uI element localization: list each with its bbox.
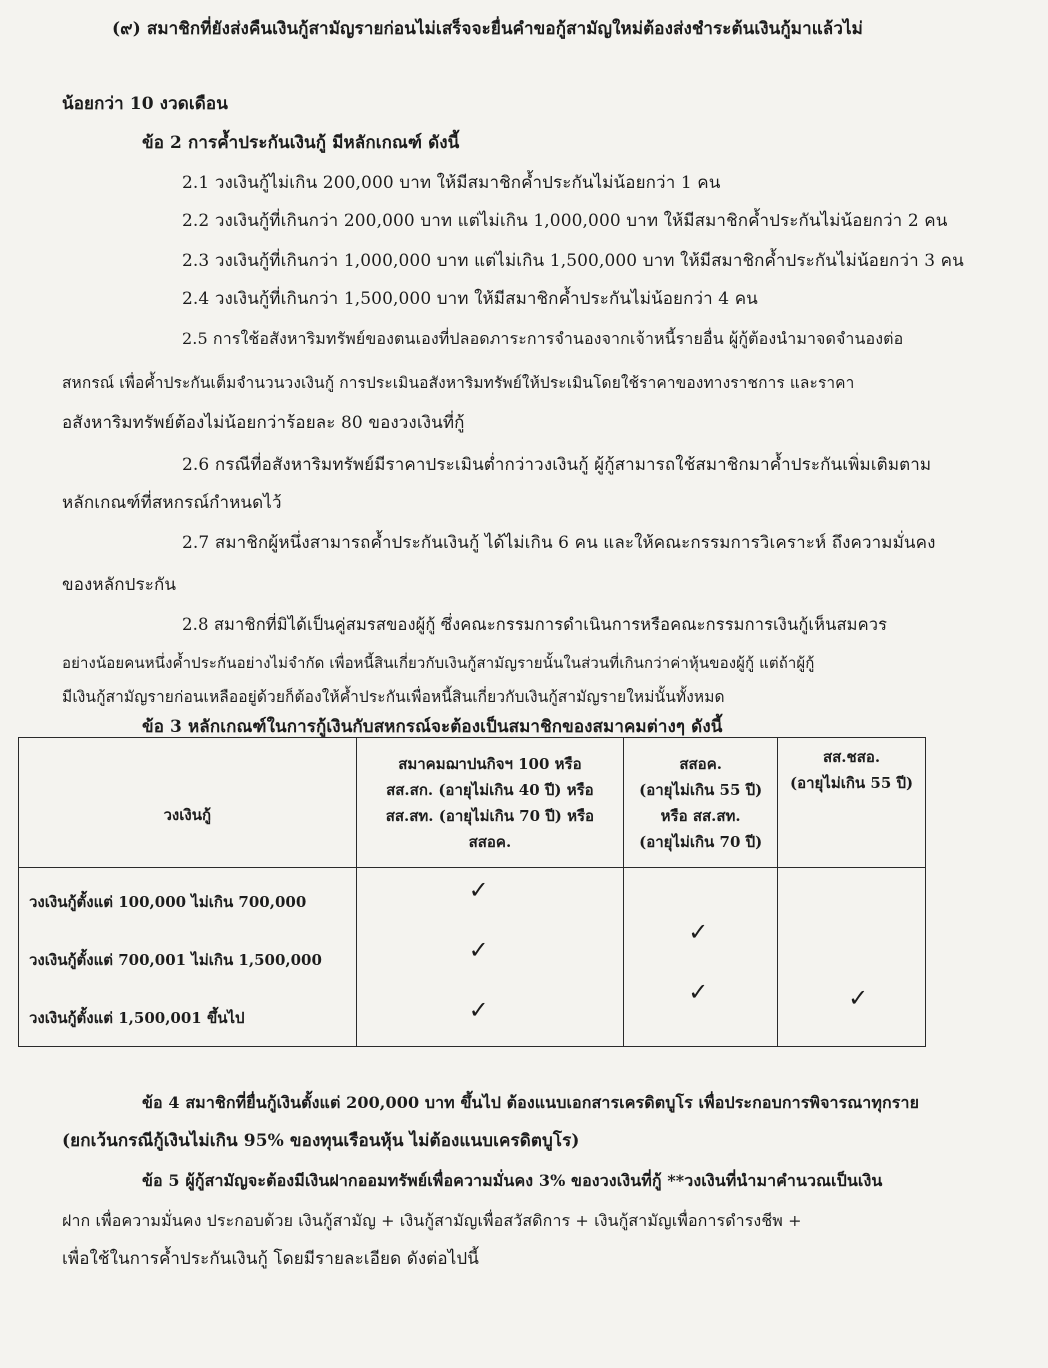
clause-2-item-8-line-3: มีเงินกู้สามัญรายก่อนเหลืออยู่ด้วยก็ต้องให้ค้ำประกันเพื่อหนี้สินเกี่ยวกับเงินกู้สามัญรายใหม่นั้นทั้งหมด: [62, 688, 725, 706]
check-icon: ✓: [468, 996, 489, 1024]
clause-3-heading: ข้อ 3 หลักเกณฑ์ในการกู้เงินกับสหกรณ์จะต้องเป็นสมาชิกของสมาคมต่างๆ ดังนี้: [142, 717, 723, 737]
clause-2-item-3: 2.3 วงเงินกู้ที่เกินกว่า 1,000,000 บาท แต่ไม่เกิน 1,500,000 บาท ให้มีสมาชิกค้ำประกันไม่น้อยกว่า 3 คน: [182, 251, 964, 271]
clause-2-item-7-line-1: 2.7 สมาชิกผู้หนึ่งสามารถค้ำประกันเงินกู้ ได้ไม่เกิน 6 คน และให้คณะกรรมการวิเคราะห์ ถึงความมั่นคง: [182, 533, 936, 553]
loan-amount-cell: [19, 868, 357, 1047]
header-column-a-line: สสอค.: [468, 832, 512, 851]
header-column-a: [356, 738, 624, 868]
clause-2-heading: ข้อ 2 การค้ำประกันเงินกู้ มีหลักเกณฑ์ ดังนี้: [142, 133, 460, 153]
header-column-b-line: หรือ สส.สท.: [660, 806, 741, 825]
row-label-2: วงเงินกู้ตั้งแต่ 700,001 ไม่เกิน 1,500,000: [29, 951, 322, 969]
header-column-c-line: (อายุไม่เกิน 55 ปี): [789, 774, 914, 792]
paragraph-9-line-2: น้อยกว่า 10 งวดเดือน: [62, 94, 228, 114]
column-c-cell: [778, 868, 926, 1047]
row-label-1: วงเงินกู้ตั้งแต่ 100,000 ไม่เกิน 700,000: [29, 893, 307, 911]
header-column-b-line: (อายุไม่เกิน 55 ปี): [639, 780, 763, 799]
check-icon: ✓: [468, 936, 489, 964]
row-label-3: วงเงินกู้ตั้งแต่ 1,500,001 ขึ้นไป: [29, 1009, 245, 1027]
clause-2-item-6-line-2: หลักเกณฑ์ที่สหกรณ์กำหนดไว้: [62, 493, 282, 513]
header-column-b-line: (อายุไม่เกิน 70 ปี): [639, 832, 763, 851]
table-header-row: [19, 738, 926, 868]
header-column-a-line: สมาคมฌาปนกิจฯ 100 หรือ: [398, 754, 582, 773]
loan-membership-table: [18, 737, 926, 1047]
header-loan-amount: วงเงินกู้: [19, 738, 357, 868]
clause-2-item-7-line-2: ของหลักประกัน: [62, 575, 177, 595]
header-column-b: [624, 738, 778, 868]
header-column-b-line: สสอค.: [679, 754, 722, 773]
clause-2-item-6-line-1: 2.6 กรณีที่อสังหาริมทรัพย์มีราคาประเมินต่ำกว่าวงเงินกู้ ผู้กู้สามารถใช้สมาชิกมาค้ำประกันเพิ่มเติมตาม: [182, 455, 932, 475]
clause-2-item-1: 2.1 วงเงินกู้ไม่เกิน 200,000 บาท ให้มีสมาชิกค้ำประกันไม่น้อยกว่า 1 คน: [182, 173, 721, 193]
clause-2-item-8-line-2: อย่างน้อยคนหนึ่งค้ำประกันอย่างไม่จำกัด เพื่อหนี้สินเกี่ยวกับเงินกู้สามัญรายนั้นในส่วนที่เกินกว่าค่าหุ้นของผู้กู้ แต่ถ้าผู้กู้: [62, 654, 815, 672]
clause-4-line-1: ข้อ 4 สมาชิกที่ยื่นกู้เงินตั้งแต่ 200,000 บาท ขึ้นไป ต้องแนบเอกสารเครดิตบูโร เพื่อประกอบการพิจารณาทุกราย: [142, 1093, 920, 1112]
header-column-a-line: สส.สก. (อายุไม่เกิน 40 ปี) หรือ: [386, 780, 594, 799]
table-body-row: [19, 868, 926, 1047]
clause-5-line-3: เพื่อใช้ในการค้ำประกันเงินกู้ โดยมีรายละเอียด ดังต่อไปนี้: [62, 1249, 479, 1269]
check-icon: ✓: [688, 978, 709, 1006]
clause-5-line-1: ข้อ 5 ผู้กู้สามัญจะต้องมีเงินฝากออมทรัพย์เพื่อความมั่นคง 3% ของวงเงินที่กู้ **วงเงินที่นำมาคำนวณเป็นเงิน: [142, 1171, 883, 1190]
clause-2-item-2: 2.2 วงเงินกู้ที่เกินกว่า 200,000 บาท แต่ไม่เกิน 1,000,000 บาท ให้มีสมาชิกค้ำประกันไม่น้อยกว่า 2 คน: [182, 211, 948, 231]
column-b-cell: [624, 868, 778, 1047]
clause-5-line-2: ฝาก เพื่อความมั่นคง ประกอบด้วย เงินกู้สามัญ + เงินกู้สามัญเพื่อสวัสดิการ + เงินกู้สามัญเพื่อการดำรงชีพ +: [62, 1211, 802, 1230]
check-icon: ✓: [688, 918, 709, 946]
check-icon: ✓: [848, 984, 869, 1012]
header-column-a-line: สส.สท. (อายุไม่เกิน 70 ปี) หรือ: [385, 806, 595, 825]
clause-2-item-5-line-2: สหกรณ์ เพื่อค้ำประกันเต็มจำนวนวงเงินกู้ การประเมินอสังหาริมทรัพย์ให้ประเมินโดยใช้ราคาของทางราชการ และราคา: [62, 374, 855, 392]
column-a-cell: [356, 868, 624, 1047]
clause-2-item-5-line-3: อสังหาริมทรัพย์ต้องไม่น้อยกว่าร้อยละ 80 ของวงเงินที่กู้: [62, 413, 465, 433]
header-column-c-line: สส.ชสอ.: [822, 748, 881, 766]
clause-2-item-5-line-1: 2.5 การใช้อสังหาริมทรัพย์ของตนเองที่ปลอดภาระการจำนองจากเจ้าหนี้รายอื่น ผู้กู้ต้องนำมาจดจำนองต่อ: [182, 329, 904, 348]
clause-4-line-2: (ยกเว้นกรณีกู้เงินไม่เกิน 95% ของทุนเรือนหุ้น ไม่ต้องแนบเครดิตบูโร): [62, 1131, 580, 1151]
paragraph-9-line-1: (๙) สมาชิกที่ยังส่งคืนเงินกู้สามัญรายก่อนไม่เสร็จจะยื่นคำขอกู้สามัญใหม่ต้องส่งชำระต้นเงินกู้มาแล้วไม่: [112, 19, 863, 39]
header-column-c: [778, 738, 926, 868]
clause-2-item-4: 2.4 วงเงินกู้ที่เกินกว่า 1,500,000 บาท ให้มีสมาชิกค้ำประกันไม่น้อยกว่า 4 คน: [182, 289, 758, 309]
clause-2-item-8-line-1: 2.8 สมาชิกที่มิได้เป็นคู่สมรสของผู้กู้ ซึ่งคณะกรรมการดำเนินการหรือคณะกรรมการเงินกู้เห็นสมควร: [182, 615, 888, 634]
check-icon: ✓: [468, 876, 489, 904]
